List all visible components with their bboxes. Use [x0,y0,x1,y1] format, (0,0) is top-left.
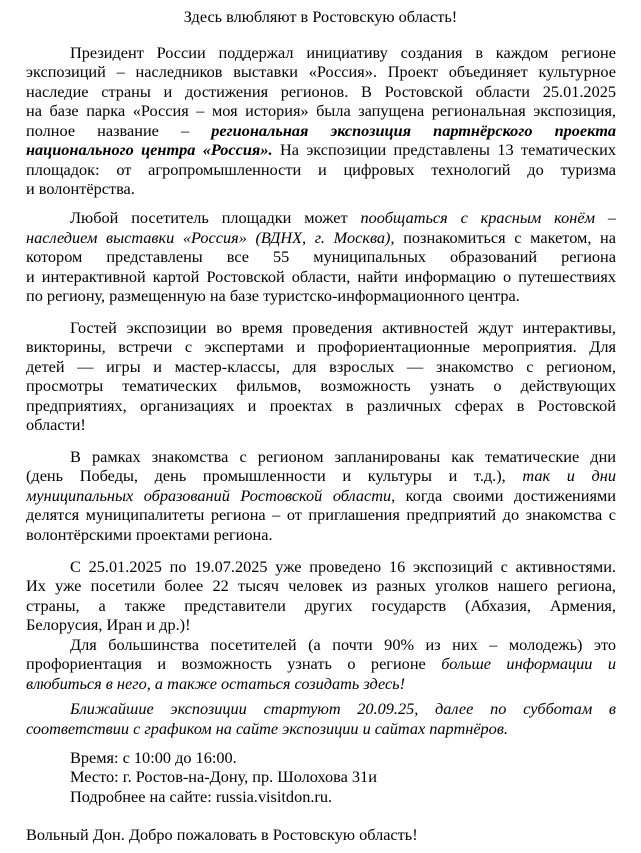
text-line: волонтёрскими проектами региона. [26,525,273,544]
text-line: Ближайшие экспозиции стартуют 20.09.25, далее по субботам в [70,699,616,718]
text-line [26,140,616,160]
text-line: Их уже посетили более 22 тысяч человек из разных уголков нашего региона, [26,576,616,595]
closing-line: Вольный Дон. Добро пожаловать в Ростовскую область! [26,825,418,844]
text-line: и волонтёрства. [26,179,135,198]
text-line [26,466,616,486]
text-line: котором представлены все 55 муниципальных образований региона [26,247,616,266]
italic-span: пообщаться с красным конём – [360,208,616,227]
text-span: (день Победы, день промышленности и культуры и т.д.), [26,466,506,485]
text-line: С 25.01.2025 по 19.07.2025 уже проведено 16 экспозиций с активностями. [70,557,616,576]
text-line: соответствии с графиком на сайте экспозиции и сайтах партнёров. [26,719,508,738]
text-span: . [327,787,333,806]
italic-span: больше информации и [441,654,616,673]
text-line: наследие страны и достижения регионов. В Ростовской области 25.01.2025 [26,82,616,101]
text-line: просмотры тематических фильмов, возможность узнать о действующих [26,376,616,395]
text-line: области! [26,415,86,434]
italic-span: наследием выставки «Россия» (ВДНХ, г. Москва) [26,228,391,247]
text-span: На экспозиции представлены 13 тематических [279,140,616,159]
bold-italic-span: региональная экспозиция партнёрского проекта [211,121,616,140]
text-span: , когда своими достижениями [391,486,616,505]
text-span: полное название – [26,121,190,140]
text-line [26,121,616,141]
document-title: Здесь влюбляют в Ростовскую область! [183,7,458,26]
italic-span: муниципальных образований Ростовской области [26,486,392,505]
text-line: Для большинства посетителей (а почти 90% из них – молодежь) это [70,635,616,654]
website-link[interactable]: russia.visitdon.ru [215,787,328,806]
text-span: профориентация и возможность узнать о регионе [26,654,426,673]
text-span: , познакомиться с макетом, на [390,228,616,247]
text-line [70,208,616,228]
event-more-info [70,787,332,807]
text-line: и интерактивной картой Ростовской области, найти информацию о путешествиях [26,267,616,286]
text-line: экспозиций – наследников выставки «Россия». Проект объединяет культурное [26,62,616,81]
text-line: Белорусия, Иран и др.)! [26,615,191,634]
text-line: Президент России поддержал инициативу создания в каждом регионе [70,43,616,62]
text-line: В рамках знакомства с регионом запланированы как тематические дни [70,447,616,466]
text-line [26,228,616,248]
text-line: детей — игры и мастер-классы, для взрослых — знакомство с регионом, [26,357,616,376]
text-span: Подробнее на сайте: [70,787,216,806]
text-line: викторины, встречи с экспертами и профориентационные мероприятия. Для [26,337,616,356]
text-line: влюбиться в него, а также остаться созидать здесь! [26,674,406,693]
text-line [26,486,616,506]
text-span: Любой посетитель площадки может [70,208,348,227]
text-line: на базе парка «Россия – моя история» была запущена региональная экспозиция, [26,101,616,120]
text-line: площадок: от агропромышленности и цифровых технологий до туризма [26,160,616,179]
italic-span: так и дни [522,466,616,485]
text-line: делятся муниципалитеты региона – от приглашения предприятий до знакомства с [26,505,616,524]
text-line: страны, а также представители других государств (Абхазия, Армения, [26,596,616,615]
text-line: по региону, размещенную на базе туристско-информационного центра. [26,286,520,305]
event-place: Место: г. Ростов-на-Дону, пр. Шолохова 31и [70,767,377,786]
text-line: Гостей экспозиции во время проведения активностей ждут интерактивы, [70,318,616,337]
event-time: Время: с 10:00 до 16:00. [70,748,237,767]
text-line [26,654,616,674]
bold-italic-span: национального центра «Россия». [26,140,273,159]
text-line: предприятиях, организациях и проектах в различных сферах в Ростовской [26,396,616,415]
